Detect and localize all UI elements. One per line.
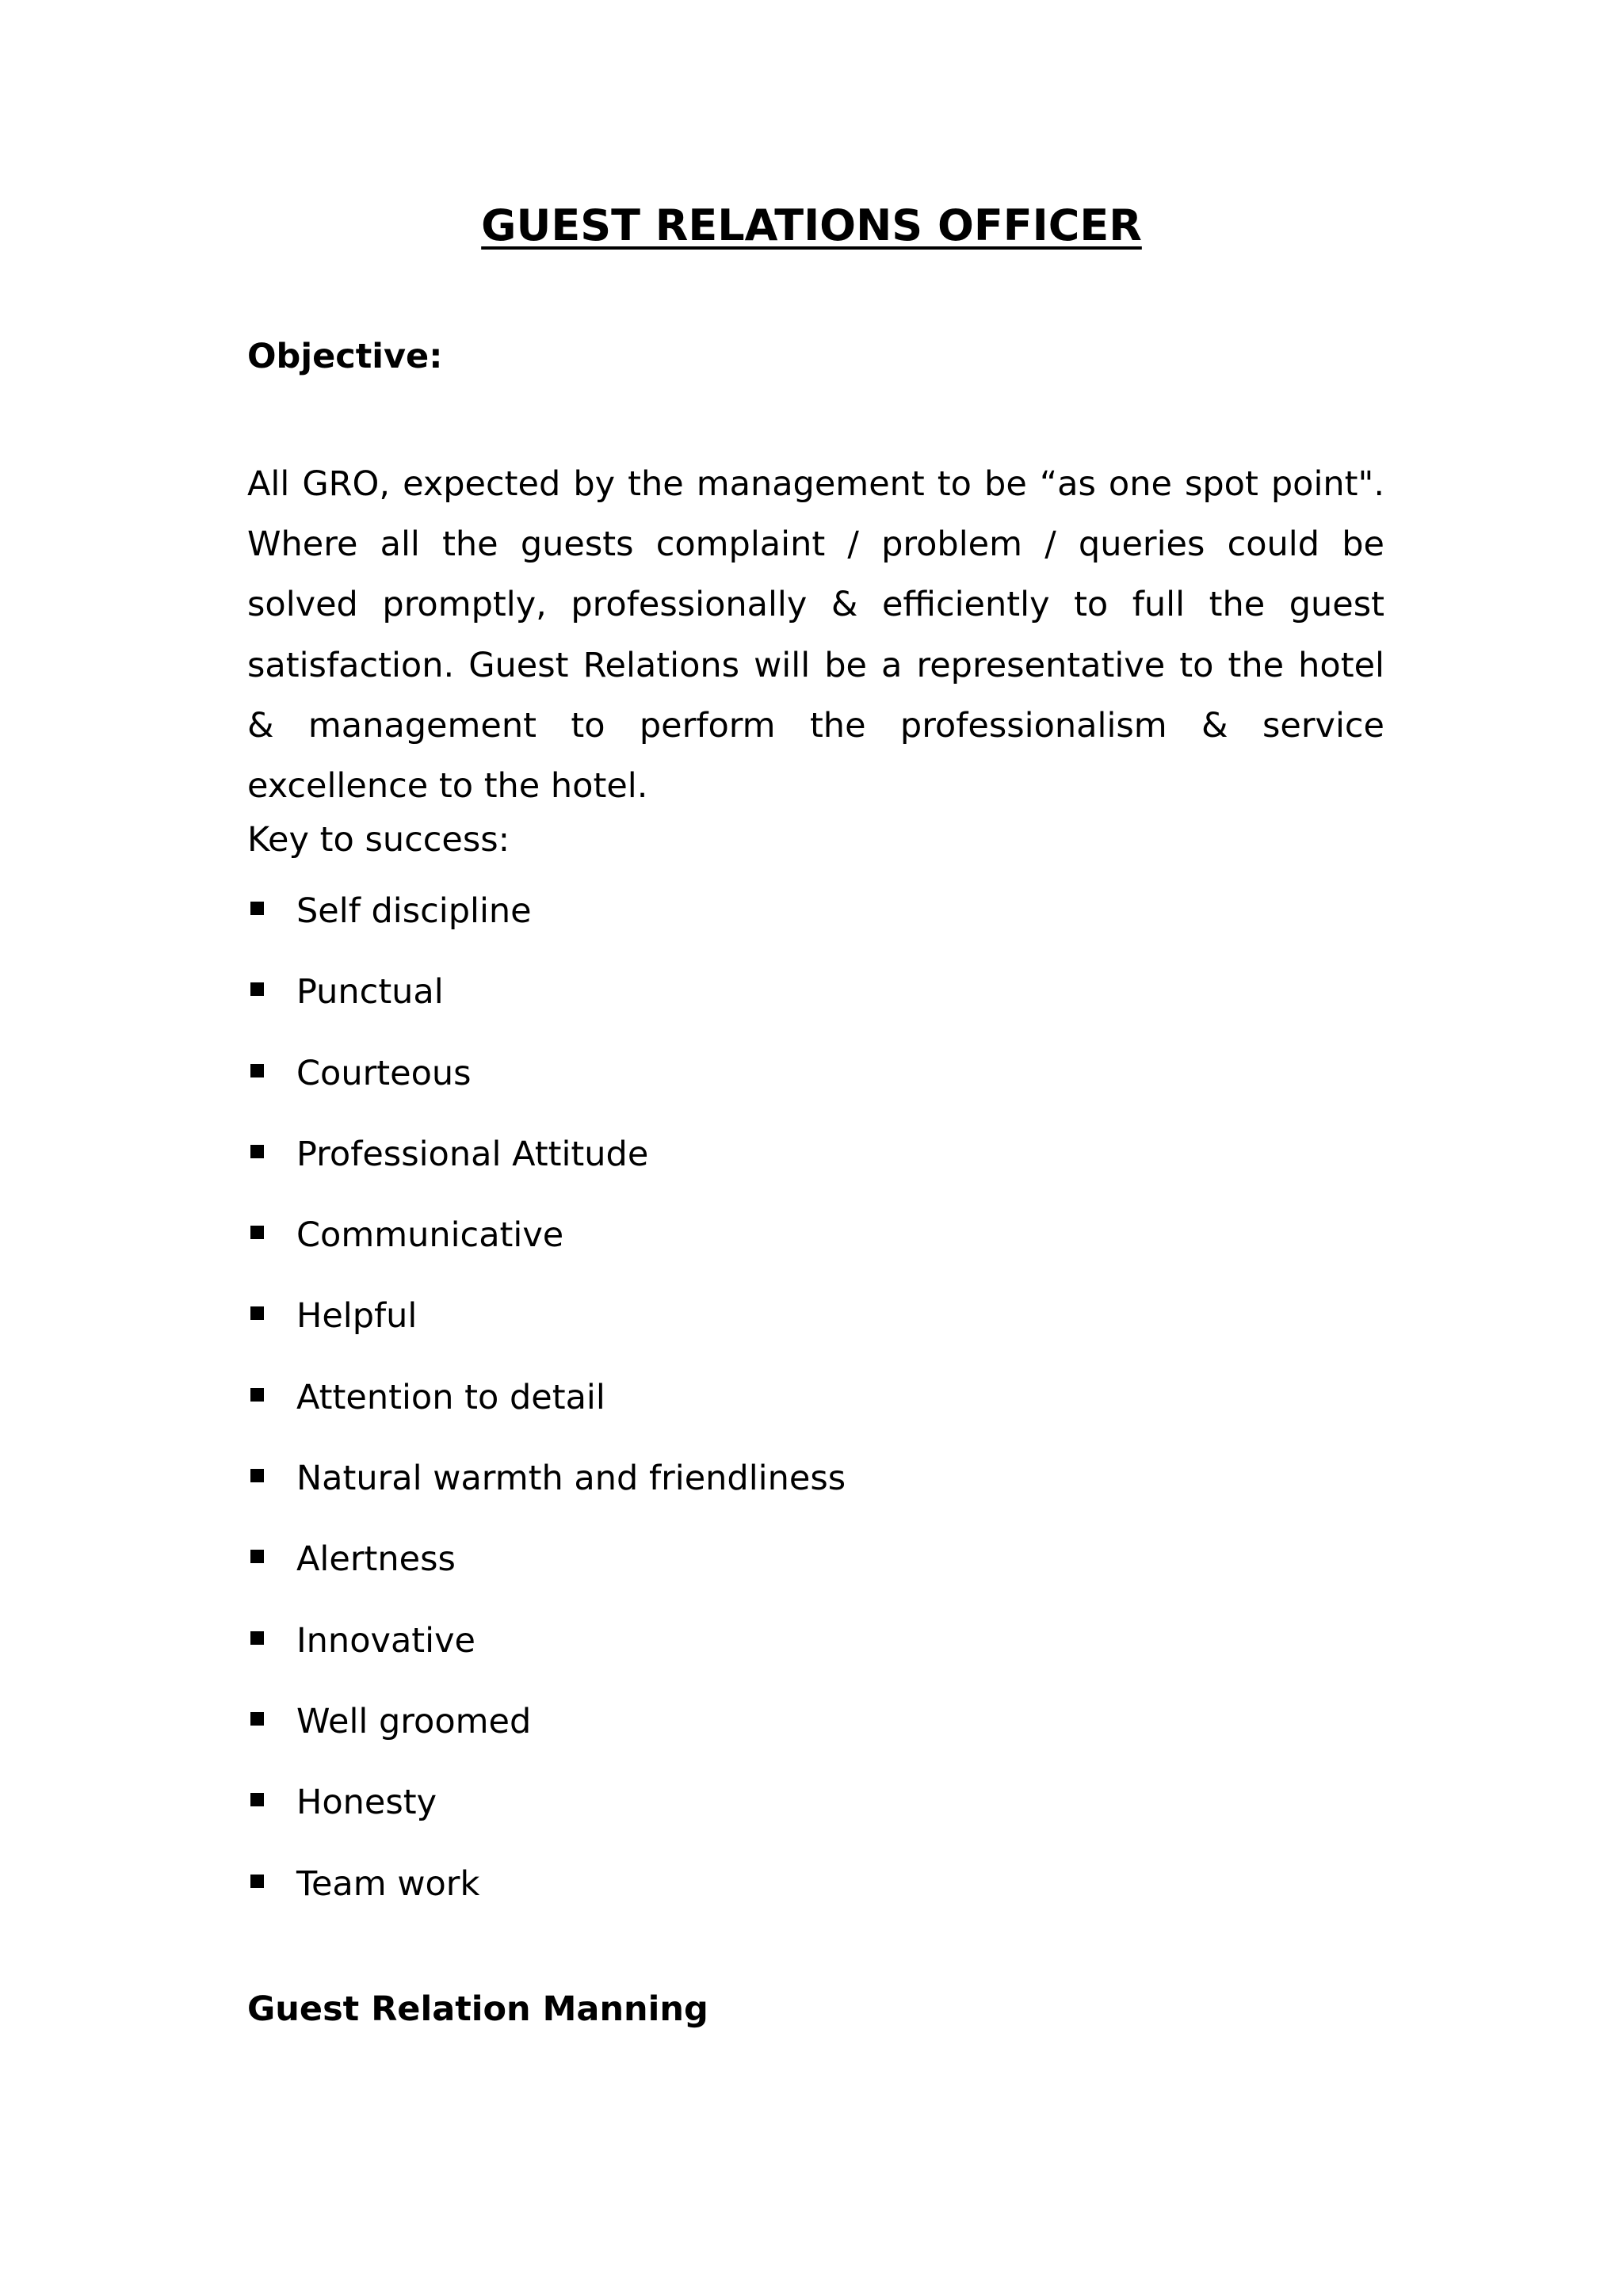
square-bullet-icon: [250, 1631, 264, 1645]
list-item: [247, 1131, 846, 1211]
list-item-label: Natural warmth and friendliness: [296, 1459, 846, 1499]
list-item: [247, 887, 846, 968]
guest-relation-manning-heading: Guest Relation Manning: [247, 1989, 708, 2029]
list-item: [247, 1455, 846, 1535]
list-item: [247, 1860, 846, 1941]
list-item: [247, 1050, 846, 1131]
list-item: [247, 1779, 846, 1859]
list-item: [247, 1292, 846, 1373]
list-item: [247, 1617, 846, 1698]
square-bullet-icon: [250, 1875, 264, 1888]
square-bullet-icon: [250, 982, 264, 996]
square-bullet-icon: [250, 1712, 264, 1726]
list-item-label: Communicative: [296, 1215, 564, 1256]
list-item-label: Punctual: [296, 972, 444, 1013]
list-item-label: Honesty: [296, 1783, 437, 1823]
list-item-label: Team work: [296, 1863, 480, 1904]
objective-heading: Objective:: [247, 337, 443, 376]
square-bullet-icon: [250, 902, 264, 915]
list-item-label: Attention to detail: [296, 1377, 605, 1417]
list-item-label: Well groomed: [296, 1701, 532, 1741]
list-item: [247, 1535, 846, 1616]
square-bullet-icon: [250, 1145, 264, 1158]
list-item-label: Alertness: [296, 1539, 456, 1580]
square-bullet-icon: [250, 1550, 264, 1563]
list-item-label: Courteous: [296, 1053, 472, 1093]
list-item: [247, 1374, 846, 1455]
square-bullet-icon: [250, 1793, 264, 1806]
square-bullet-icon: [250, 1306, 264, 1320]
key-to-success-list: [247, 887, 846, 1941]
list-item-label: Self discipline: [296, 891, 532, 931]
list-item: [247, 1211, 846, 1292]
list-item-label: Innovative: [296, 1620, 476, 1661]
key-to-success-label: Key to success:: [247, 820, 510, 860]
square-bullet-icon: [250, 1388, 264, 1402]
page-title: GUEST RELATIONS OFFICER: [481, 200, 1142, 250]
list-item-label: Helpful: [296, 1296, 418, 1337]
objective-paragraph: All GRO, expected by the management to be “as one spot point". Where all the guests complaint / problem / queries could be solved promptly, professionally & efficiently to full the guest satisfaction. Guest Relations will be a representative to the hotel & management to perform the professionalism & service excellence to the hotel.: [247, 464, 1384, 807]
square-bullet-icon: [250, 1226, 264, 1239]
square-bullet-icon: [250, 1469, 264, 1482]
square-bullet-icon: [250, 1064, 264, 1077]
list-item: [247, 1698, 846, 1779]
list-item: [247, 968, 846, 1049]
list-item-label: Professional Attitude: [296, 1134, 649, 1174]
